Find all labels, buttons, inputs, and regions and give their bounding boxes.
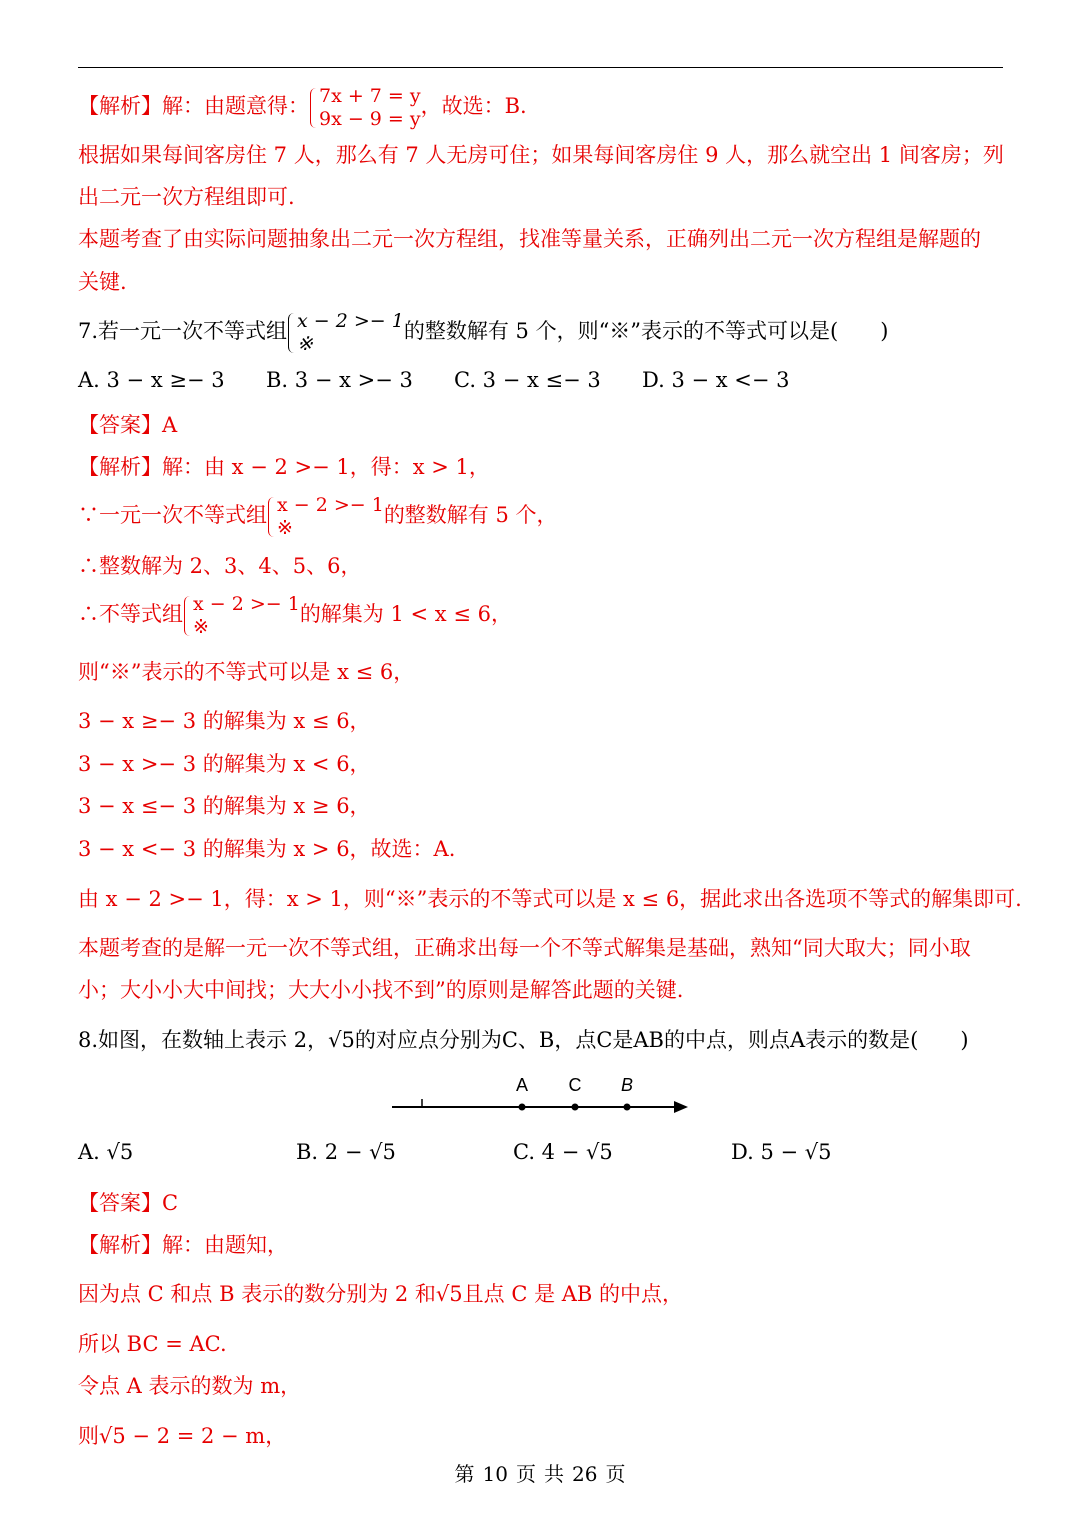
q7-explain: 由 x − 2 >− 1，得：x > 1，则“※”表示的不等式可以是 x ≤ 6，据此求出各选项不等式的解集即可. — [78, 887, 1022, 911]
q7-option-a: A. 3 − x ≥− 3 — [78, 368, 225, 392]
q8-option-d: D. 5 − √5 — [731, 1140, 832, 1164]
q7-option-b: B. 3 − x >− 3 — [266, 368, 413, 392]
q8-analysis: 【解析】解：由题知， — [78, 1233, 288, 1257]
q6-explain-line1: 根据如果每间客房住 7 人，那么有 7 人无房可住；如果每间客房住 9 人，那么就空出 1 间客房；列 — [78, 143, 1004, 167]
q8-stem: 8.如图，在数轴上表示 2，√5的对应点分别为C、B，点C是AB的中点，则点A表示的数是( ) — [78, 1028, 969, 1052]
q7-step5: 3 − x ≥− 3 的解集为 x ≤ 6， — [78, 709, 371, 733]
q7-answer: 【答案】A — [78, 413, 178, 437]
q8-option-b: B. 2 − √5 — [296, 1140, 396, 1164]
q8-option-c: C. 4 − √5 — [513, 1140, 613, 1164]
q6-explain-line2: 出二元一次方程组即可. — [78, 185, 295, 209]
q7-analysis: 【解析】解：由 x − 2 >− 1，得：x > 1， — [78, 455, 490, 479]
q7-step2: ∴整数解为 2、3、4、5、6， — [78, 554, 362, 578]
inequality-system: x − 2 >− 1 ※ — [267, 494, 384, 540]
header-rule — [78, 67, 1003, 68]
page-number: 10 — [482, 1462, 508, 1486]
label-b: B — [620, 1075, 634, 1095]
number-line-figure — [380, 1068, 700, 1128]
equation-system: 7x + 7 = y 9x − 9 = y — [309, 85, 421, 131]
q7-step6: 3 − x >− 3 的解集为 x < 6， — [78, 752, 371, 776]
q6-analysis: 【解析】解：由题意得： 7x + 7 = y 9x − 9 = y ，故选：B. — [78, 84, 527, 130]
page-footer: 第 10 页 共 26 页 — [454, 1462, 626, 1486]
q7-step3: ∴不等式组 x − 2 >− 1 ※ 的解集为 1 < x ≤ 6， — [78, 592, 512, 638]
q8-step4: 则√5 − 2 = 2 − m， — [78, 1424, 287, 1448]
q7-step8: 3 − x <− 3 的解集为 x > 6，故选：A. — [78, 837, 456, 861]
analysis-tag: 【解析】 — [78, 455, 162, 479]
point-c — [572, 1104, 579, 1111]
q7-step1: ∵一元一次不等式组 x − 2 >− 1 ※ 的整数解有 5 个， — [78, 493, 558, 539]
label-c: C — [568, 1075, 582, 1095]
q8-answer: 【答案】C — [78, 1191, 179, 1215]
answer-tag: 【答案】 — [78, 413, 162, 437]
q7-step4: 则“※”表示的不等式可以是 x ≤ 6， — [78, 660, 415, 684]
page-total: 26 — [572, 1462, 598, 1486]
q7-option-c: C. 3 − x ≤− 3 — [454, 368, 601, 392]
point-b — [624, 1104, 631, 1111]
q6-summary-line2: 关键. — [78, 270, 127, 294]
number-line-arrow — [674, 1101, 688, 1113]
analysis-tag: 【解析】 — [78, 1233, 162, 1257]
q7-summary-line2: 小；大小小大中间找；大大小小找不到”的原则是解答此题的关键. — [78, 978, 684, 1002]
q7-step7: 3 − x ≤− 3 的解集为 x ≥ 6， — [78, 794, 371, 818]
q8-step1: 因为点 C 和点 B 表示的数分别为 2 和√5且点 C 是 AB 的中点， — [78, 1282, 684, 1306]
analysis-tag: 【解析】 — [78, 94, 162, 118]
q8-step2: 所以 BC = AC. — [78, 1332, 227, 1356]
q6-summary-line1: 本题考查了由实际问题抽象出二元一次方程组，找准等量关系，正确列出二元一次方程组是解题的 — [78, 227, 981, 251]
q8-step3: 令点 A 表示的数为 m， — [78, 1374, 302, 1398]
inequality-system: x − 2 >− 1 ※ — [287, 310, 404, 356]
point-a — [519, 1104, 526, 1111]
q7-stem: 7.若一元一次不等式组 x − 2 >− 1 ※ 的整数解有 5 个，则“※”表示的不等式可以是( ) — [78, 309, 889, 355]
q7-summary-line1: 本题考查的是解一元一次不等式组，正确求出每一个不等式解集是基础，熟知“同大取大；同小取 — [78, 936, 971, 960]
inequality-system: x − 2 >− 1 ※ — [183, 593, 300, 639]
q8-option-a: A. √5 — [78, 1140, 134, 1164]
q7-option-d: D. 3 − x <− 3 — [642, 368, 790, 392]
answer-tag: 【答案】 — [78, 1191, 162, 1215]
label-a: A — [515, 1075, 529, 1095]
